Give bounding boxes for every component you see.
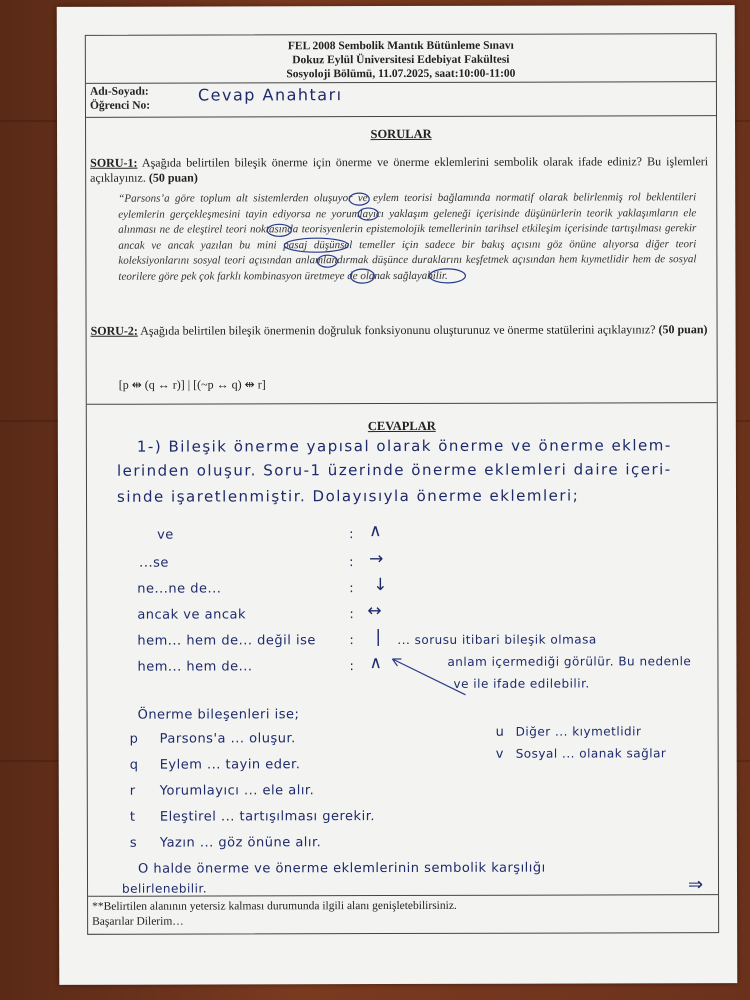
implication-symbol: → — [369, 549, 384, 570]
connective-colon: : — [349, 555, 355, 571]
header-line-3: Sosyoloji Bölümü, 11.07.2025, saat:10:00-11:00 — [286, 67, 516, 81]
number-label: Öğrenci No: — [89, 99, 151, 112]
questions-title: SORULAR — [370, 126, 432, 142]
connective-colon: : — [349, 607, 355, 623]
next-page-arrow-icon: ⇒ — [687, 874, 704, 896]
component-var: u — [495, 724, 505, 740]
name-label: Adı-Soyadı: — [89, 85, 149, 98]
component-var: t — [129, 809, 136, 825]
q2-label: SORU-2: — [90, 323, 138, 338]
q1-passage: “Parsons’a göre toplum alt sistemlerden oluşuyor ve eylem teorisi bağlamında normatif olarak belirlenmiş rol beklentileri eylemlerin gerçekleşmesini tayin ediyorsa ne yorumlayıcı yaklaşım geleneği içerisinde düşünürlerin teorik yaklaşımların ele alınması ne de eleştirel teori noktasında teorisyenlerin epistemolojik temellerinin tarihsel etkileşim içerisinde tartışılması gerekir ancak ve ancak yazılan bu mini pasaj düşünsel temeller için sadece bir bakış açısını göz önüne alıyorsa diğer teori koleksiyonlarını sosyal teori açısından anlamlandırmak düşünce duraklarını keşfetmek açısından hem kıymetlidir hem de sosyal teorilere göre pek çok farklı kombinasyon üretmeye de olanak sağlayabilir. — [118, 191, 697, 283]
conclusion-line-2: belirlenebilir. — [122, 881, 208, 896]
component-var: q — [129, 757, 139, 773]
and-symbol: ∧ — [369, 653, 382, 674]
connective-word: ...se — [139, 555, 169, 571]
components-title: Önerme bileşenleri ise; — [137, 707, 300, 723]
component-var: p — [129, 731, 139, 747]
answer-intro-2: lerinden oluşur. Soru-1 üzerinde önerme eklemleri daire içeri- — [116, 460, 672, 480]
note-arrow — [392, 659, 465, 695]
circle-mark — [284, 238, 348, 252]
component-var: r — [129, 783, 136, 799]
circle-mark — [429, 269, 465, 283]
biconditional-symbol: ↔ — [367, 601, 382, 622]
nand-symbol: | — [375, 627, 382, 648]
note-line-2: anlam içermediği görülür. Bu nedenle — [447, 654, 692, 669]
footer-note: **Belirtilen alanının yetersiz kalması durumunda ilgili alanı genişletebilirsiniz. — [92, 899, 457, 913]
component-var: v — [495, 746, 504, 762]
q1-label: SORU-1: — [90, 155, 138, 170]
note-line-1: ... sorusu itibari bileşik olmasa — [397, 632, 597, 647]
circle-mark — [350, 269, 374, 283]
answers-title: CEVAPLAR — [367, 418, 436, 434]
connective-word: ve — [157, 527, 174, 543]
circle-mark — [317, 255, 337, 267]
nor-symbol: ↓ — [373, 575, 388, 596]
component-text: Yorumlayıcı ... ele alır. — [159, 783, 315, 799]
q2-text: Aşağıda belirtilen bileşik önermenin doğruluk fonksiyonunu oluşturunuz ve önerme statülerini açıklayınız? — [140, 322, 656, 338]
exam-paper — [57, 5, 738, 985]
circle-mark — [349, 193, 369, 205]
component-text: Eylem ... tayin eder. — [159, 757, 301, 773]
component-text: Diğer ... kıymetlidir — [515, 724, 642, 739]
connective-word: hem... hem de... değil ise — [137, 633, 316, 649]
answer-intro-1: 1-) Bileşik önerme yapısal olarak önerme ve önerme eklem- — [136, 436, 672, 456]
note-line-3: ve ile ifade edilebilir. — [453, 676, 590, 691]
ink-annotations — [86, 34, 718, 934]
component-text: Yazın ... göz önüne alır. — [159, 835, 322, 851]
conclusion-line-1: O halde önerme ve önerme eklemlerinin sembolik karşılığı — [137, 860, 546, 877]
component-text: Sosyal ... olanak sağlar — [515, 746, 667, 761]
circle-mark — [358, 208, 378, 220]
circle-mark — [267, 224, 291, 236]
connective-colon: : — [349, 659, 355, 675]
component-text: Parsons'a ... oluşur. — [159, 731, 296, 747]
connective-word: hem... hem de... — [137, 659, 253, 675]
q2-points: (50 puan) — [658, 322, 708, 337]
component-var: s — [129, 835, 138, 851]
connective-colon: : — [349, 633, 355, 649]
exam-frame — [85, 33, 719, 935]
connective-word: ne...ne de... — [137, 581, 222, 597]
and-symbol: ∧ — [369, 521, 382, 542]
header-line-2: Dokuz Eylül Üniversitesi Edebiyat Fakültesi — [292, 53, 510, 67]
header-line-1: FEL 2008 Sembolik Mantık Bütünleme Sınavı — [287, 39, 514, 53]
handwritten-name: Cevap Anahtarı — [197, 85, 343, 105]
footer-wish: Başarılar Dilerim… — [92, 915, 184, 928]
q2-formula: [p ⇹ (q ↔ r)] | [(~p ↔ q) ⇹ r] — [118, 377, 266, 392]
component-text: Eleştirel ... tartışılması gerekir. — [159, 809, 376, 825]
connective-colon: : — [349, 581, 355, 597]
connective-colon: : — [349, 527, 355, 543]
q1-points: (50 puan) — [148, 170, 198, 185]
q1-text: Aşağıda belirtilen bileşik önerme için önerme ve önerme eklemlerini sembolik olarak ifade ediniz? Bu işlemleri açıklayınız. — [90, 154, 709, 185]
answer-intro-3: sinde işaretlenmiştir. Dolayısıyla önerme eklemleri; — [116, 486, 580, 506]
connective-word: ancak ve ancak — [137, 607, 246, 623]
